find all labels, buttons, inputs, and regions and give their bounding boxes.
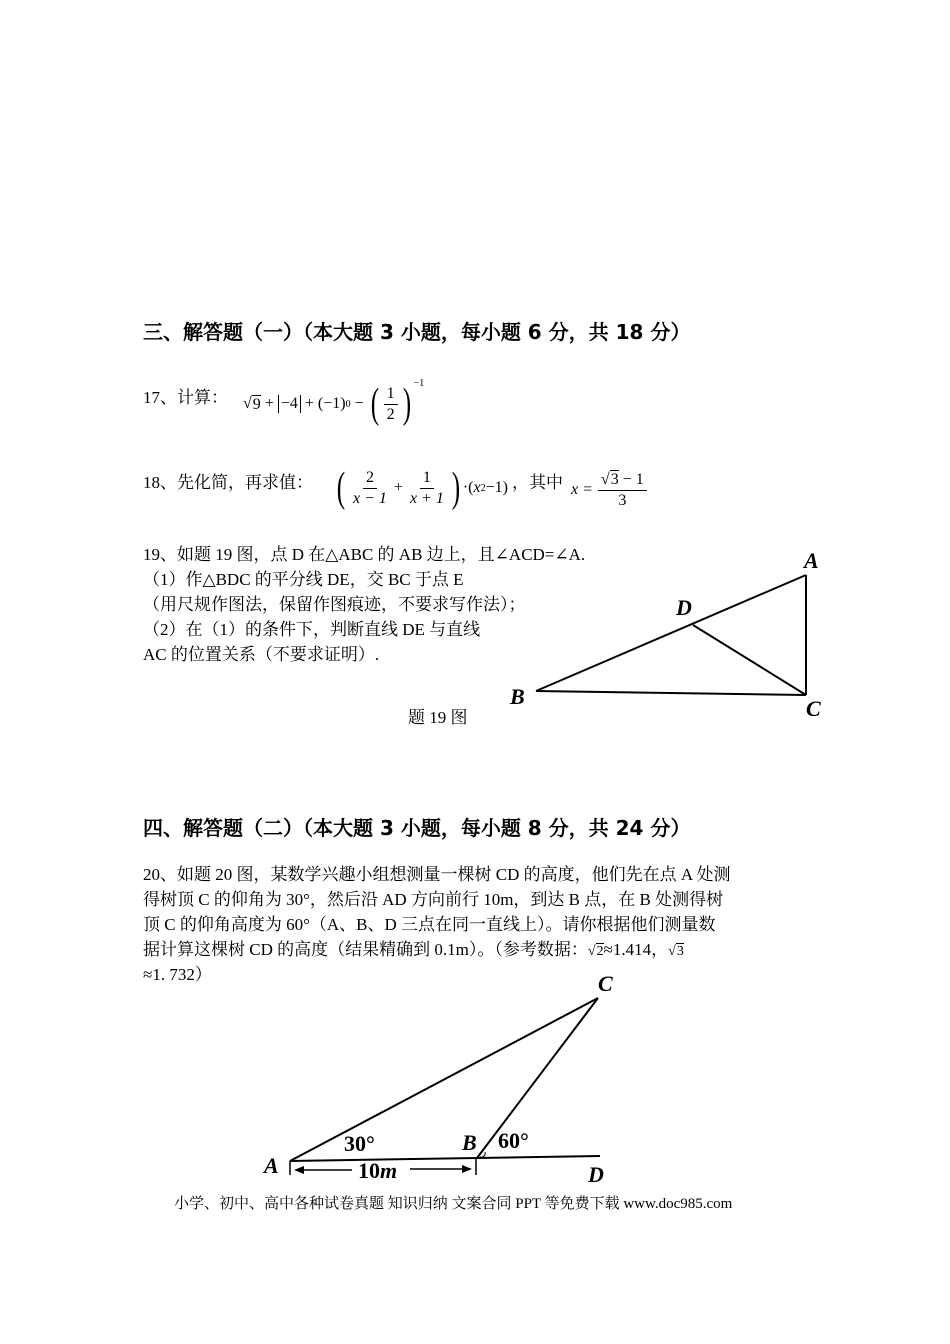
q18-value-fraction: [598, 470, 647, 511]
q17-abs-arg: −4: [278, 395, 301, 413]
section-4-heading: 四、解答题（二）（本大题 3 小题，每小题 8 分，共 24 分）: [143, 816, 691, 840]
arrowhead-right: [462, 1165, 472, 1173]
q20-rad3: 3: [676, 944, 684, 959]
q18-val-rad: 3: [610, 470, 619, 488]
page-footer: 小学、初中、高中各种试卷真题 知识归纳 文案合同 PPT 等免费下载 www.doc985.com: [174, 1196, 733, 1212]
vertex-label-d: D: [588, 1162, 604, 1187]
minus-sign: −: [354, 395, 364, 412]
q18-fraction-1: [350, 468, 390, 509]
segment-ba: [536, 575, 806, 691]
q19-caption: 题 19 图: [408, 708, 468, 727]
distance-label: [358, 1158, 397, 1183]
close-paren: ): [451, 465, 461, 511]
q18-prefix: 18、先化简，再求值：: [143, 473, 313, 492]
open-paren: (: [336, 465, 346, 511]
segment-dc: [693, 625, 806, 695]
open-paren: (: [370, 381, 379, 427]
arrowhead-left: [294, 1166, 304, 1174]
q20-tree-figure: [260, 965, 640, 1195]
angle-label-b: 60°: [498, 1128, 529, 1153]
q20-approx2: ≈1.414，: [603, 940, 669, 959]
q18-value: [571, 464, 649, 516]
distance-number: 10: [358, 1158, 380, 1183]
open-paren: (: [317, 395, 324, 412]
q18-f2-num: 1: [420, 468, 434, 489]
q19-line-2: （1）作△BDC 的平分线 DE，交 BC 于点 E: [143, 570, 464, 589]
close-paren: ): [402, 381, 411, 427]
q19-triangle-figure: [500, 540, 840, 730]
q17-frac-den: 2: [386, 405, 395, 423]
q18-f2-den: x + 1: [409, 489, 444, 507]
q19-line-1: 19、如题 19 图，点 D 在△ABC 的 AB 边上，且∠ACD=∠A.: [143, 545, 586, 564]
q18-poly-exp: 2: [480, 482, 486, 494]
ground-line-ad: [290, 1156, 600, 1161]
q20-line-4: [143, 937, 684, 964]
sqrt-symbol: √: [600, 470, 610, 488]
q18-f1-den: x − 1: [353, 489, 387, 507]
sqrt-symbol: √: [668, 944, 676, 959]
q17-exp-neg1: −1: [413, 378, 425, 389]
distance-unit: m: [380, 1158, 398, 1183]
close-paren: ): [340, 395, 346, 412]
q19-line-4: （2）在（1）的条件下，判断直线 DE 与直线: [143, 620, 481, 639]
q17-exp0: 0: [345, 398, 351, 410]
q18-f1-num: 2: [363, 468, 377, 489]
section-3-heading: 三、解答题（一）（本大题 3 小题，每小题 6 分，共 18 分）: [143, 320, 691, 344]
q20-rad2: 2: [596, 944, 604, 959]
q17-frac-num: 1: [384, 384, 398, 405]
q18-poly-x: x: [473, 479, 481, 496]
q17-fraction: [384, 384, 398, 425]
open-paren: (: [468, 479, 474, 496]
q18-val-num: [598, 470, 647, 491]
vertex-label-c: C: [806, 696, 821, 721]
close-paren: ): [502, 479, 508, 496]
q18-val-den: 3: [618, 491, 627, 509]
q18-expression: [334, 460, 508, 516]
q17-sqrt-arg: 9: [252, 395, 261, 413]
vertex-label-c: C: [598, 971, 613, 996]
q18-poly-rest: −1: [485, 479, 503, 496]
plus-sign: +: [304, 395, 314, 412]
dot-operator: ·: [462, 479, 469, 496]
segment-bc: [536, 691, 806, 695]
q20-line-2: 得树顶 C 的仰角为 30°，然后沿 AD 方向前行 10m，到达 B 点，在 B 处测得树: [143, 890, 724, 909]
vertex-label-d: D: [676, 595, 692, 620]
q20-line-3: 顶 C 的仰角高度为 60°（A、B、D 三点在同一直线上）。请你根据他们测量数: [143, 915, 716, 934]
q17-neg-one: −1: [323, 395, 341, 412]
q18-middle: ，其中: [512, 473, 563, 492]
q20-line-4-text: 据计算这棵树 CD 的高度（结果精确到 0.1m）。（参考数据：: [143, 940, 588, 959]
sight-line-bc: [477, 998, 598, 1158]
vertex-label-a: A: [264, 1153, 279, 1178]
q18-fraction-2: [407, 468, 447, 509]
vertex-label-b: B: [462, 1130, 477, 1155]
sqrt-symbol: √: [243, 395, 252, 412]
q19-line-5: AC 的位置关系（不要求证明）.: [143, 645, 380, 664]
q17-expression: [243, 376, 424, 432]
sight-line-ac: [290, 998, 598, 1161]
plus-sign: +: [264, 395, 274, 412]
angle-label-a: 30°: [344, 1131, 375, 1156]
vertex-label-b: B: [510, 684, 525, 709]
q19-line-3: （用尺规作图法，保留作图痕迹，不要求写作法）；: [143, 595, 526, 614]
q17-prefix: 17、计算：: [143, 388, 228, 407]
sqrt-symbol: √: [587, 944, 596, 959]
q18-val-rest: − 1: [618, 470, 644, 488]
vertex-label-a: A: [804, 548, 819, 573]
q20-line-1: 20、如题 20 图，某数学兴趣小组想测量一棵树 CD 的高度，他们先在点 A 处测: [143, 865, 731, 884]
plus-sign: +: [393, 479, 403, 496]
q18-x-eq: x =: [571, 481, 593, 498]
q20-line-5: ≈1. 732）: [143, 965, 212, 984]
